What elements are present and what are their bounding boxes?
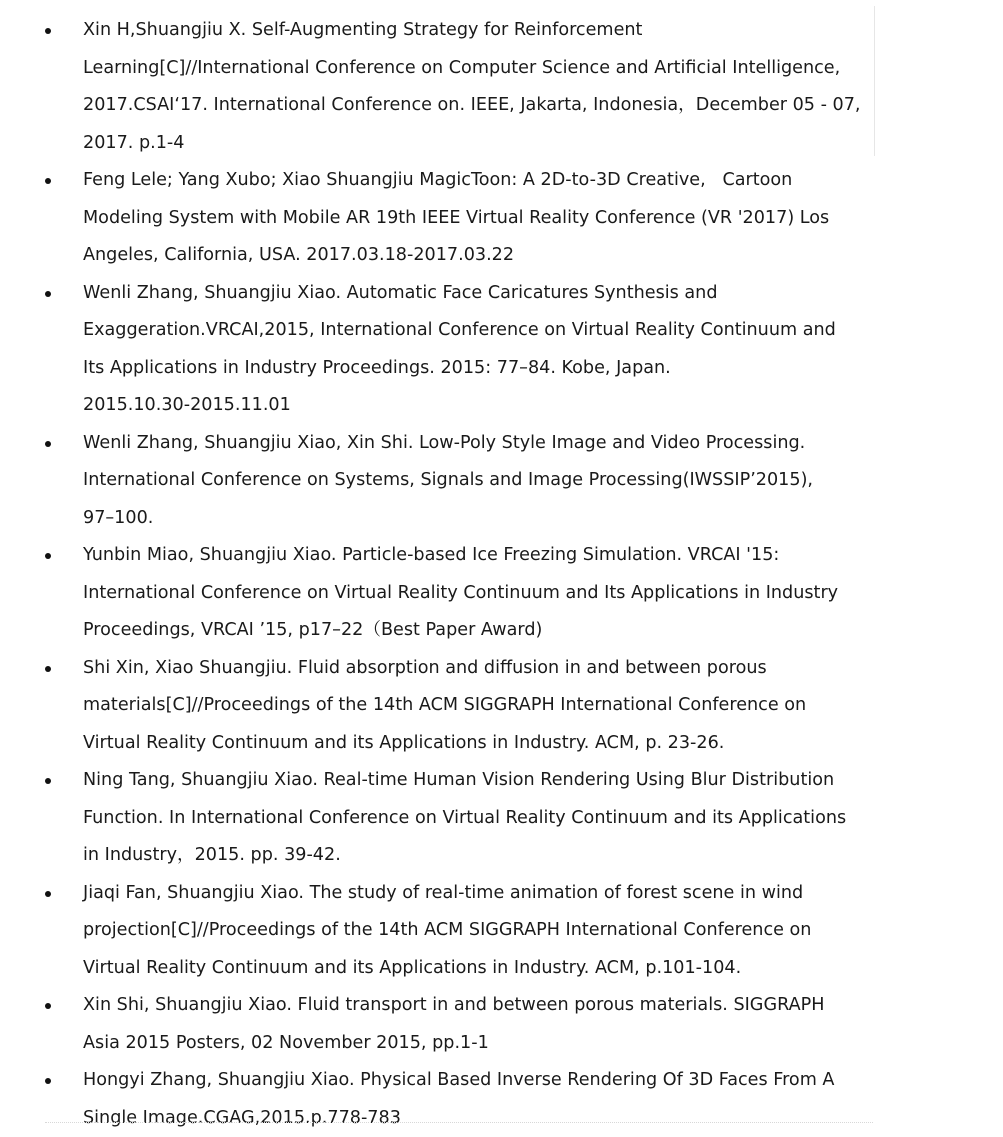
publication-text — [83, 875, 875, 988]
bottom-divider — [45, 1122, 873, 1123]
publication-text — [83, 162, 875, 275]
publication-line: Wenli Zhang, Shuangjiu Xiao. Automatic Face Caricatures Synthesis and — [83, 275, 875, 313]
publication-line: Exaggeration.VRCAI,2015, International Conference on Virtual Reality Continuum and — [83, 312, 875, 350]
publication-line: Function. In International Conference on Virtual Reality Continuum and its Applications — [83, 800, 875, 838]
publication-line: 2017. p.1-4 — [83, 125, 875, 163]
publication-line: Its Applications in Industry Proceedings. 2015: 77–84. Kobe, Japan. — [83, 350, 875, 388]
publication-line: projection[C]//Proceedings of the 14th ACM SIGGRAPH International Conference on — [83, 912, 875, 950]
bullet-icon — [45, 778, 51, 784]
publication-line: Angeles, California, USA. 2017.03.18-2017.03.22 — [83, 237, 875, 275]
bullet-icon — [45, 1078, 51, 1084]
publication-line: Ning Tang, Shuangjiu Xiao. Real-time Human Vision Rendering Using Blur Distribution — [83, 762, 875, 800]
bullet-icon — [45, 891, 51, 897]
publication-line: materials[C]//Proceedings of the 14th ACM SIGGRAPH International Conference on — [83, 687, 875, 725]
publication-line: Virtual Reality Continuum and its Applications in Industry. ACM, p. 23-26. — [83, 725, 875, 763]
publication-item — [0, 987, 875, 1062]
publication-line: Single Image.CGAG,2015.p.778-783 — [83, 1100, 875, 1137]
publication-text — [83, 12, 875, 162]
publication-line: Proceedings, VRCAI ’15, p17–22（Best Paper Award) — [83, 612, 875, 650]
publication-line: International Conference on Virtual Reality Continuum and Its Applications in Industry — [83, 575, 875, 613]
publication-item — [0, 650, 875, 763]
publication-line: International Conference on Systems, Signals and Image Processing(IWSSIP’2015), — [83, 462, 875, 500]
bullet-icon — [45, 666, 51, 672]
publication-line: in Industry，2015. pp. 39-42. — [83, 837, 875, 875]
publication-line: 97–100. — [83, 500, 875, 538]
bullet-icon — [45, 28, 51, 34]
publication-item — [0, 162, 875, 275]
publication-line: Asia 2015 Posters, 02 November 2015, pp.1-1 — [83, 1025, 875, 1063]
publication-item — [0, 12, 875, 162]
publication-item — [0, 537, 875, 650]
publication-line: Wenli Zhang, Shuangjiu Xiao, Xin Shi. Low-Poly Style Image and Video Processing. — [83, 425, 875, 463]
publication-item — [0, 425, 875, 538]
publication-line: Xin H,Shuangjiu X. Self-Augmenting Strategy for Reinforcement — [83, 12, 875, 50]
publication-item — [0, 762, 875, 875]
publication-text — [83, 987, 875, 1062]
publication-line: Yunbin Miao, Shuangjiu Xiao. Particle-based Ice Freezing Simulation. VRCAI '15: — [83, 537, 875, 575]
publication-item — [0, 275, 875, 425]
publication-line: Xin Shi, Shuangjiu Xiao. Fluid transport in and between porous materials. SIGGRAPH — [83, 987, 875, 1025]
publication-line: Shi Xin, Xiao Shuangjiu. Fluid absorption and diffusion in and between porous — [83, 650, 875, 688]
publication-text — [83, 1062, 875, 1137]
publication-list — [0, 12, 900, 1137]
bullet-icon — [45, 441, 51, 447]
bullet-icon — [45, 178, 51, 184]
bullet-icon — [45, 1003, 51, 1009]
publication-line: Learning[C]//International Conference on Computer Science and Artificial Intelligence, — [83, 50, 875, 88]
publication-item — [0, 875, 875, 988]
publication-line: Hongyi Zhang, Shuangjiu Xiao. Physical Based Inverse Rendering Of 3D Faces From A — [83, 1062, 875, 1100]
bullet-icon — [45, 553, 51, 559]
publication-line: Modeling System with Mobile AR 19th IEEE Virtual Reality Conference (VR '2017) Los — [83, 200, 875, 238]
publication-line: Jiaqi Fan, Shuangjiu Xiao. The study of real-time animation of forest scene in wind — [83, 875, 875, 913]
publication-line: Virtual Reality Continuum and its Applications in Industry. ACM, p.101-104. — [83, 950, 875, 988]
publication-text — [83, 275, 875, 425]
publication-text — [83, 425, 875, 538]
publication-line: 2017.CSAI‘17. International Conference on. IEEE, Jakarta, Indonesia，December 05 - 07, — [83, 87, 875, 125]
publication-text — [83, 537, 875, 650]
bullet-icon — [45, 291, 51, 297]
publication-item — [0, 1062, 875, 1137]
publication-line: 2015.10.30-2015.11.01 — [83, 387, 875, 425]
publication-line: Feng Lele; Yang Xubo; Xiao Shuangjiu MagicToon: A 2D-to-3D Creative, Cartoon — [83, 162, 875, 200]
publication-text — [83, 762, 875, 875]
publication-text — [83, 650, 875, 763]
